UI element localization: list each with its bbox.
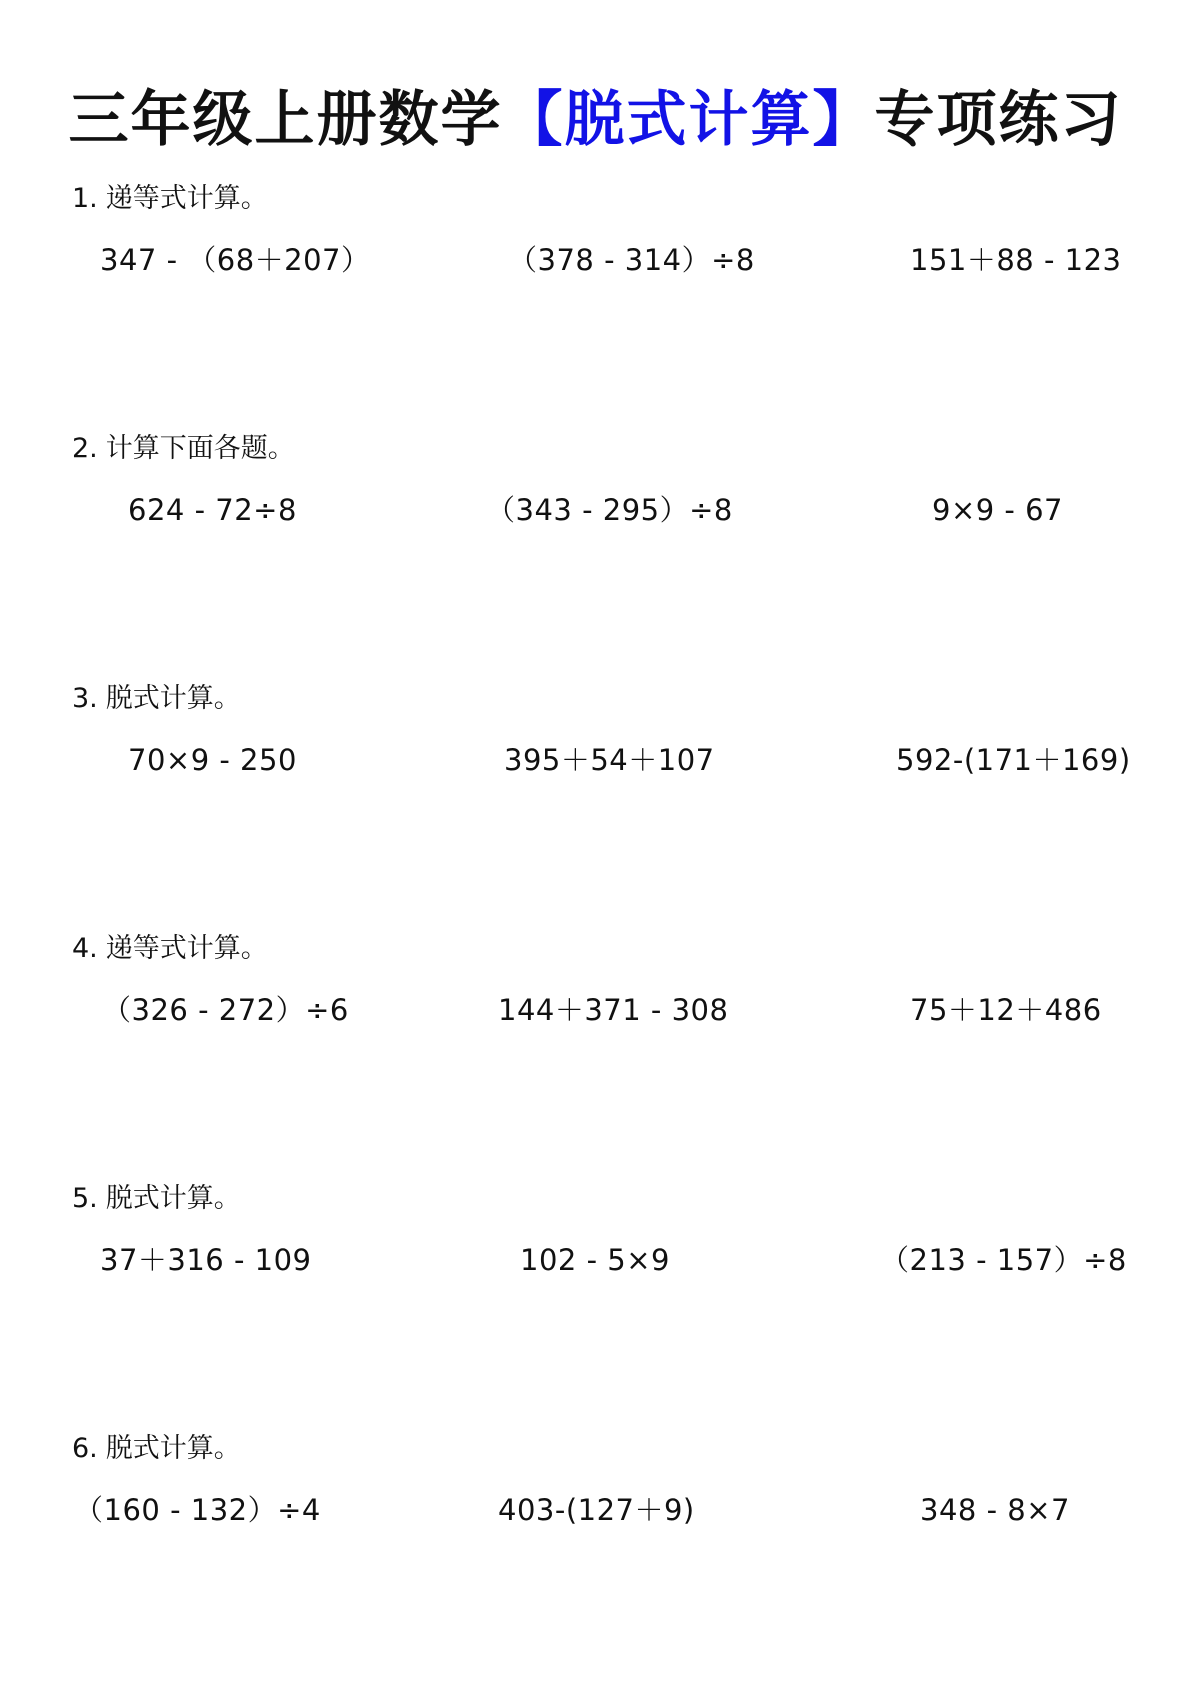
- problem-1-3: 151＋88 - 123: [910, 243, 1122, 277]
- section-instruction: 递等式计算。: [105, 183, 268, 214]
- section-heading: [72, 432, 295, 466]
- section-number: 6.: [72, 1433, 98, 1464]
- problem-6-2: 403-(127＋9): [498, 1493, 695, 1527]
- problem-4-1: （326 - 272）÷6: [102, 993, 349, 1027]
- exercise-section-5: [0, 1182, 1191, 1432]
- problem-5-1: 37＋316 - 109: [100, 1243, 312, 1277]
- section-number: 3.: [72, 683, 98, 714]
- title-highlight: 【脱式计算】: [502, 85, 875, 155]
- section-number: 4.: [72, 933, 98, 964]
- section-number: 5.: [72, 1183, 98, 1214]
- title-prefix: 三年级上册数学: [68, 85, 503, 155]
- section-instruction: 脱式计算。: [105, 1183, 241, 1214]
- exercise-section-6: [0, 1432, 1191, 1682]
- problem-6-1: （160 - 132）÷4: [74, 1493, 321, 1527]
- section-heading: [72, 1182, 241, 1216]
- problem-2-2: （343 - 295）÷8: [486, 493, 733, 527]
- problem-5-2: 102 - 5×9: [520, 1243, 670, 1277]
- section-instruction: 脱式计算。: [105, 683, 241, 714]
- problem-5-3: （213 - 157）÷8: [880, 1243, 1127, 1277]
- problem-1-2: （378 - 314）÷8: [508, 243, 755, 277]
- exercise-section-3: [0, 682, 1191, 932]
- problem-3-2: 395＋54＋107: [504, 743, 715, 777]
- problem-4-2: 144＋371 - 308: [498, 993, 729, 1027]
- problem-4-3: 75＋12＋486: [910, 993, 1102, 1027]
- section-instruction: 脱式计算。: [105, 1433, 241, 1464]
- exercise-section-4: [0, 932, 1191, 1182]
- section-instruction: 计算下面各题。: [105, 433, 295, 464]
- problem-6-3: 348 - 8×7: [920, 1493, 1070, 1527]
- page-title: [0, 82, 1191, 158]
- problem-3-1: 70×9 - 250: [128, 743, 297, 777]
- exercise-section-1: [0, 182, 1191, 432]
- section-heading: [72, 1432, 241, 1466]
- section-heading: [72, 682, 241, 716]
- section-heading: [72, 182, 268, 216]
- section-number: 2.: [72, 433, 98, 464]
- title-suffix: 专项练习: [874, 85, 1123, 155]
- section-instruction: 递等式计算。: [105, 933, 268, 964]
- problem-1-1: 347 - （68＋207）: [100, 243, 371, 277]
- section-heading: [72, 932, 268, 966]
- exercise-section-2: [0, 432, 1191, 682]
- section-number: 1.: [72, 183, 98, 214]
- problem-2-3: 9×9 - 67: [932, 493, 1064, 527]
- problem-3-3: 592-(171＋169): [896, 743, 1131, 777]
- problem-2-1: 624 - 72÷8: [128, 493, 297, 527]
